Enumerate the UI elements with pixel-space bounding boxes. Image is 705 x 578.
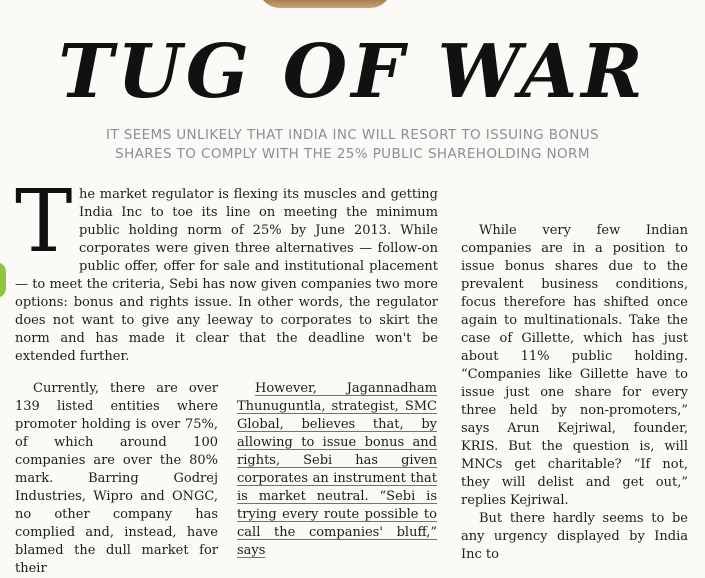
lede-paragraph (15, 172, 438, 366)
top-photo-crop (258, 0, 392, 8)
drop-cap: T (15, 172, 73, 272)
column-two (237, 380, 437, 560)
column-three-paragraph-2: But there hardly seems to be any urgency displayed by India Inc to (461, 511, 688, 562)
column-two-text: However, Jagannadham Thunuguntla, strategist, SMC Global, believes that, by allowing to issue bonus and rights, Sebi has given corporates an instrument that is market neutral. “Sebi is trying every route possible to call the companies' bluff,” says (237, 381, 437, 558)
headline: TUG OF WAR (58, 29, 647, 115)
column-one-text: Currently, there are over 139 listed entities where promoter holding is over 75%, of which around 100 companies are over the 80% mark. Barring Godrej Industries, Wipro and ONGC, no other company has complied and, instead, have blamed the dull market for their (15, 381, 218, 576)
deck-line-1: IT SEEMS UNLIKELY THAT INDIA INC WILL RESORT TO ISSUING BONUS (106, 127, 599, 143)
lede-text: he market regulator is flexing its muscles and getting India Inc to toe its line on meeting the minimum public holding norm of 25% by June 2013. While corporates were given three alternatives — follow-on public offer, offer for sale and institutional placement — to meet the criteria, Sebi has now given companies two more options: bonus and rights issue. In other words, the regulator does not want to give any leeway to corporates to skirt the norm and has made it clear that the deadline won't be extended further. (15, 187, 438, 364)
column-three-paragraph-1: While very few Indian companies are in a position to issue bonus shares due to the prevalent business conditions, focus therefore has shifted once again to multinationals. Take the case of Gillette, which has just about 11% public holding. “Companies like Gillette have to issue just one share for every three held by non-promoters,” says Arun Kejriwal, founder, KRIS. But the question is, will MNCs get charitable? “If not, they will delist and get out,” replies Kejriwal. (461, 223, 688, 508)
column-three (461, 222, 688, 564)
section-tab-marker (0, 262, 6, 298)
deck (0, 126, 705, 164)
column-one (15, 380, 218, 578)
deck-line-2: SHARES TO COMPLY WITH THE 25% PUBLIC SHAREHOLDING NORM (115, 146, 590, 162)
